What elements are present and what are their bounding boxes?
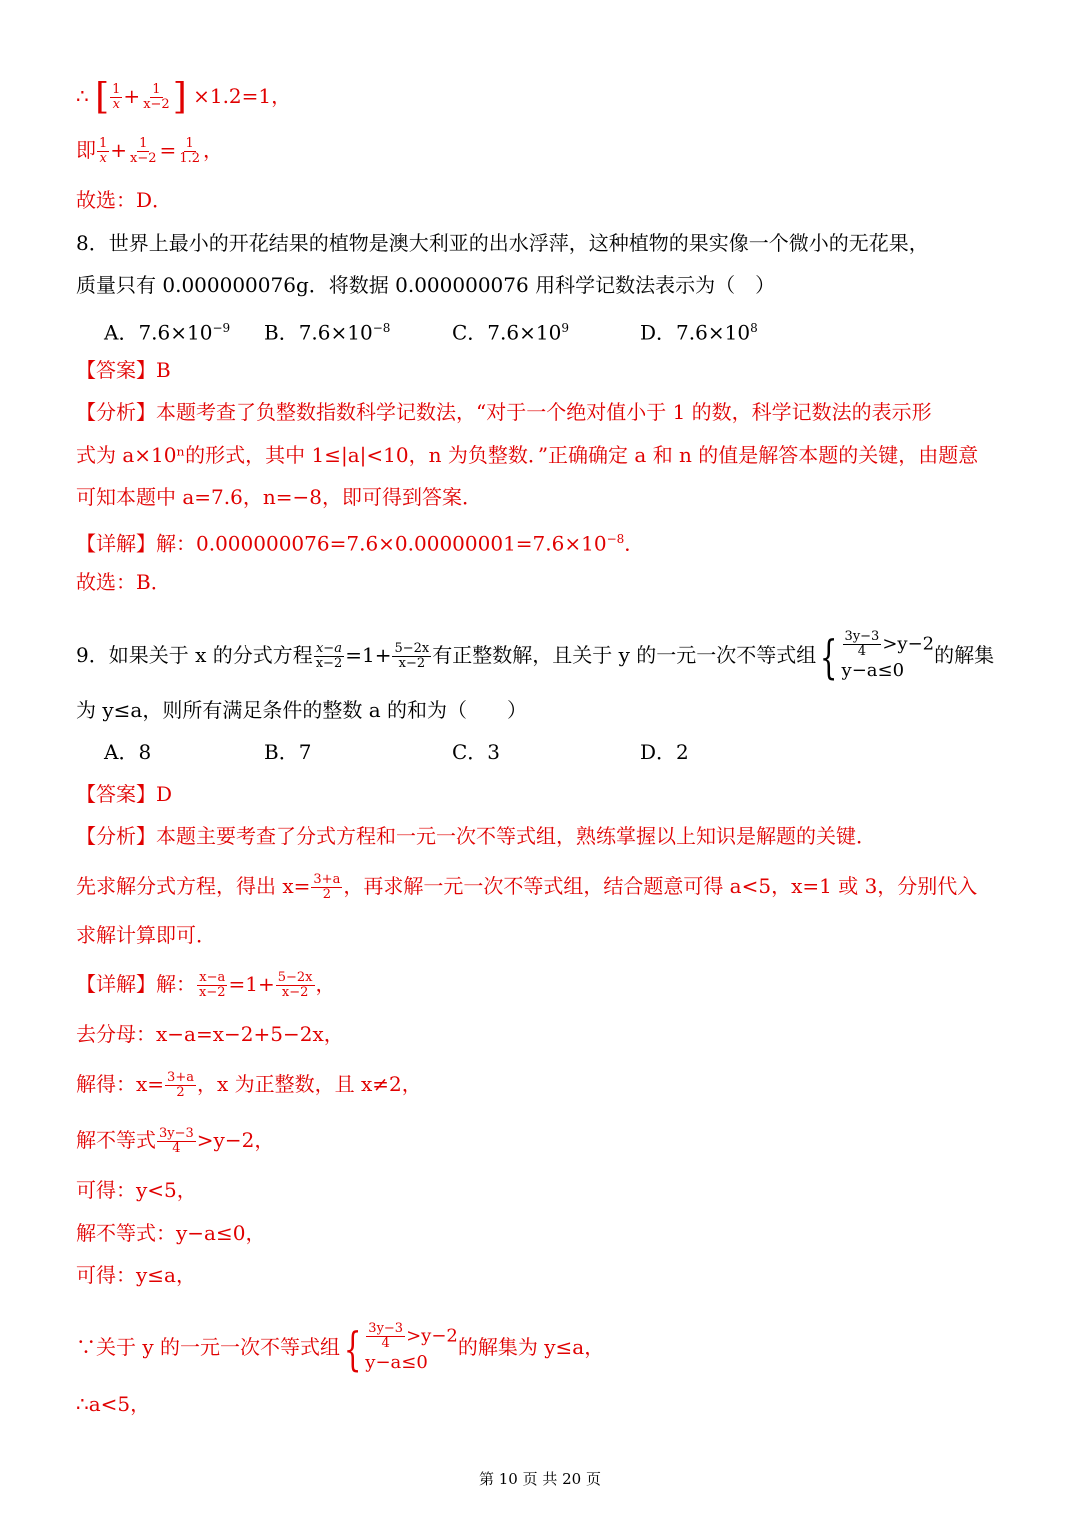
page-footer: 第 10 页 共 20 页 bbox=[478, 1470, 601, 1488]
q9-step-7: ∵关于 y 的一元一次不等式组{ $\frac{3y-3}{4}$ >y−2 y−a≤0 的解集为 y≤a， bbox=[76, 1321, 605, 1376]
q9-step-4: 可得：y<5， bbox=[76, 1178, 197, 1202]
option-d: D．2 bbox=[640, 740, 689, 764]
q9-step-1: 去分母：x−a=x−2+5−2x， bbox=[76, 1022, 344, 1046]
left-brace: { bbox=[343, 1321, 362, 1376]
inequality-system: $\frac{3y-3}{4}$ >y−2 y−a≤0 bbox=[365, 1321, 458, 1373]
fraction: $\frac{3+a}{2}$ bbox=[313, 872, 341, 902]
option-d: D．$7.6\times 10^8$ bbox=[640, 320, 758, 345]
q9-step-8: ∴a<5， bbox=[76, 1392, 151, 1416]
fraction: $\frac{1}{x}$ bbox=[112, 82, 121, 112]
fraction: $\frac{5-2x}{x-2}$ bbox=[277, 970, 313, 1000]
q9-analysis-3: 求解计算即可． bbox=[76, 923, 216, 947]
q9-analysis-1: 【分析】本题主要考查了分式方程和一元一次不等式组，熟练掌握以上知识是解题的关键． bbox=[76, 824, 876, 848]
q9-step-3: 解不等式 $\frac{3y-3}{4}$ >y−2， bbox=[76, 1126, 275, 1156]
left-brace: { bbox=[820, 629, 838, 684]
option-b: B．$7.6\times 10^{-8}$ bbox=[264, 320, 391, 345]
fraction: $\frac{x-a}{x-2}$ bbox=[199, 970, 226, 1000]
q9-step-6: 可得：y≤a， bbox=[76, 1263, 196, 1287]
q9-answer: 【答案】D bbox=[76, 782, 173, 806]
right-bracket: ] bbox=[172, 76, 187, 118]
equation-line-2: 即 $\frac{1}{x}$ + $\frac{1}{x-2}$ = $\frac{1}{1.2}$ ， bbox=[76, 136, 223, 166]
therefore-symbol: ∴ bbox=[76, 84, 89, 108]
left-bracket: [ bbox=[95, 76, 110, 118]
q9-stem-line-1: 9．如果关于 x 的分式方程 $\frac{x-a}{x-2}$ =1+ $\frac{5-2x}{x-2}$ 有正整数解，且关于 y 的一元一次不等式组{ $\frac{3y-3}{4}$ >y−2 y−a≤0 的解集 bbox=[76, 629, 995, 684]
fraction: $\frac{1}{1.2}$ bbox=[179, 136, 200, 166]
q8-stem-line-2: 质量只有 0.000000076g．将数据 0.000000076 用科学记数法表示为（ ） bbox=[76, 273, 776, 297]
q9-detail: 【详解】解： $\frac{x-a}{x-2}$ =1+ $\frac{5-2x}{x-2}$ ， bbox=[76, 970, 336, 1000]
q9-step-5: 解不等式：y−a≤0， bbox=[76, 1221, 266, 1245]
option-b: B．7 bbox=[264, 740, 312, 764]
q8-answer: 【答案】B bbox=[76, 358, 171, 382]
option-a: A．8 bbox=[104, 740, 152, 764]
choice-line: 故选：D． bbox=[76, 188, 173, 212]
fraction: $\frac{x-a}{x-2}$ bbox=[315, 641, 343, 671]
fraction: $\frac{1}{x-2}$ bbox=[143, 82, 170, 112]
fraction: $\frac{3+a}{2}$ bbox=[167, 1070, 194, 1100]
option-a: A．$7.6\times 10^{-9}$ bbox=[104, 320, 231, 345]
q9-step-2: 解得：x= $\frac{3+a}{2}$ ，x 为正整数，且 x≠2， bbox=[76, 1070, 422, 1100]
fraction: $\frac{3y-3}{4}$ bbox=[159, 1126, 194, 1156]
q8-analysis-2: 式为 a×10ⁿ的形式，其中 1≤|a|<10，n 为负整数．”正确确定 a 和 n 的值是解答本题的关键，由题意 bbox=[76, 443, 979, 467]
option-c: C．3 bbox=[452, 740, 501, 764]
q8-stem-line-1: 8．世界上最小的开花结果的植物是澳大利亚的出水浮萍，这种植物的果实像一个微小的无花果， bbox=[76, 231, 929, 255]
q8-analysis-3: 可知本题中 a=7.6，n=−8，即可得到答案． bbox=[76, 485, 482, 509]
fraction: $\frac{1}{x}$ bbox=[99, 136, 108, 166]
inequality-system: $\frac{3y-3}{4}$ >y−2 y−a≤0 bbox=[841, 629, 935, 681]
q9-analysis-2: 先求解分式方程，得出 x= $\frac{3+a}{2}$ ，再求解一元一次不等式组，结合题意可得 a<5，x=1 或 3，分别代入 bbox=[76, 872, 978, 902]
q8-choice: 故选：B． bbox=[76, 570, 171, 594]
q8-detail: 【详解】解：$0.000000076=7.6\times 0.00000001=7.6\times 10^{-8}$． bbox=[76, 531, 645, 556]
fraction: $\frac{1}{x-2}$ bbox=[130, 136, 157, 166]
fraction: $\frac{5-2x}{x-2}$ bbox=[394, 641, 430, 671]
q9-stem-line-2: 为 y≤a，则所有满足条件的整数 a 的和为（ ） bbox=[76, 698, 527, 722]
equation-line-1: ∴ [ $\frac{1}{x}$ + $\frac{1}{x-2}$ ] ×1.2=1， bbox=[76, 76, 292, 118]
q8-analysis-1: 【分析】本题考查了负整数指数科学记数法，“对于一个绝对值小于 1 的数，科学记数法的表示形 bbox=[76, 400, 932, 424]
option-c: C．$7.6\times 10^9$ bbox=[452, 320, 569, 345]
